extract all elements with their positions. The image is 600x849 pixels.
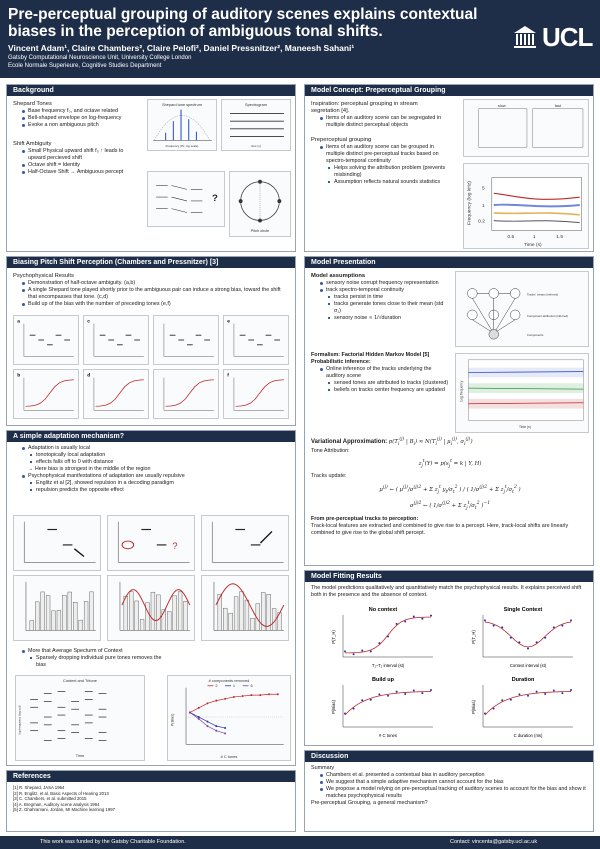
fitting-title: Model Fitting Results	[305, 571, 593, 582]
fit-plot	[453, 605, 587, 671]
adaptation-schematic	[201, 515, 289, 571]
shepard-item: Evoke a non ambiguous pitch	[22, 122, 142, 129]
svg-text:?: ?	[172, 540, 178, 552]
fig-title: Context and Tritone	[63, 677, 97, 683]
tracks-spectrogram-figure	[463, 163, 589, 249]
fig-title: Shepard tone spectrum	[162, 102, 202, 107]
poster-title: Pre-perceptual grouping of auditory scenes explains contextual biases in the perception of ambiguous tonal shifts.	[8, 6, 478, 40]
fig-xlabel: time (s)	[251, 144, 261, 149]
inference-item: Online inference of the tracks underlying the auditory scene	[320, 366, 449, 380]
slow-label: slow	[497, 103, 506, 108]
reference-item: [1] R. Shepard, JASA 1964	[13, 785, 65, 790]
bias-item: A single Shepard tone played shortly prior to the ambiguous pair can induce a strong bias, toward the shift that encompasses that tone. (c,d)	[22, 287, 289, 301]
node-label: Component attribution (inferred)	[526, 313, 569, 318]
fig-xlabel: Time (s)	[518, 425, 531, 430]
tracks-inference-figure	[455, 353, 589, 433]
concept-title: Model Concept: Preperceptual Grouping	[305, 85, 593, 96]
adapt-item: Adaptation is usually local	[22, 445, 289, 452]
fit-plot-title: No context	[368, 607, 398, 613]
adapt-subitem: effects falls off to 0 with distance	[30, 459, 289, 466]
fit-plot-xlabel: C duration (ms)	[513, 733, 543, 738]
context-tritone-figure	[15, 675, 145, 761]
fig-xlabel: Time	[75, 753, 85, 759]
fit-plot-ylabel: P(Bias)	[331, 700, 336, 714]
funding-note: This work was funded by the Gatsby Charitable Foundation.	[40, 839, 186, 845]
pre-item: Items of an auditory scene can be grouped in multiple distinct pre-perceptual tracks based on spectro-temporal continuity	[320, 144, 447, 165]
from-pre-label: From pre-perceptual tracks to perception:	[311, 515, 419, 522]
assumptions-heading: Model assumptions	[311, 273, 366, 279]
bias-subfigure	[223, 315, 289, 365]
fit-plot-title: Single Context	[503, 607, 543, 613]
fit-plot	[313, 675, 447, 741]
bias-title: Biasing Pitch Shift Perception (Chambers and Pressnitzer) [3]	[7, 257, 295, 268]
inspiration-text: Inspiration: perceptual grouping in stream segretation [4].	[311, 101, 418, 114]
adaptation-schematic	[13, 515, 101, 571]
fit-plot-ylabel: P(T_H)	[471, 630, 476, 644]
concept-panel	[304, 84, 594, 252]
svg-text:?: ?	[212, 192, 218, 204]
spectrogram-figure	[221, 99, 291, 151]
bias-subfigure	[153, 315, 219, 365]
var-approx-label: Variational Approximation:	[311, 438, 388, 445]
shift-item: Half-Octave Shift → Ambiguous percept	[22, 169, 142, 176]
inference-subitem: beliefs on tracks center frequency are updated	[328, 387, 449, 394]
node-label: Tracks' means (inferred)	[526, 292, 559, 297]
node-label: Components	[526, 333, 544, 338]
ucl-logo-text: UCL	[542, 22, 593, 52]
pre-subitem: Assumption reflects natural sounds statistics	[328, 179, 447, 186]
panel-letter: e	[227, 319, 230, 325]
adaptation-title: A simple adaptation mechanism?	[7, 431, 295, 442]
background-panel	[6, 84, 296, 252]
tuning-curve-plot	[13, 575, 101, 641]
more-item: More that Average Specturm of Context	[22, 648, 171, 655]
xtick: 0.5	[507, 235, 515, 241]
pre-subitem: Helps solving the attribution problem (prevents misbinding)	[328, 165, 447, 179]
assumption-subitem: tracks generate tones close to their mean (std σ₁)	[328, 301, 445, 315]
background-title: Background	[7, 85, 295, 96]
reference-item: [3] C. Chambers, et al. submitted 2015	[13, 796, 87, 802]
adapt-item: Psychophysical manifestations of adaptation are usually repulsive	[22, 473, 289, 480]
panel-letter: c	[87, 319, 90, 325]
fig-caption: Pitch circle	[250, 228, 270, 234]
discussion-item: We suggest that a simple adaptive mechanism cannot account for the bias	[320, 779, 587, 786]
fig-ylabel: P(Bias)	[169, 713, 175, 727]
author-list: Vincent Adam¹, Claire Chambers², Claire Pelofi², Daniel Pressnitzer², Maneesh Sahani¹	[8, 43, 355, 53]
adaptation-panel	[6, 430, 296, 766]
pre-heading: Preperceptual grouping	[311, 137, 372, 143]
pitch-circle-figure	[229, 171, 291, 237]
fig-title: Spectrogram	[245, 102, 267, 107]
ucl-logo	[512, 22, 596, 52]
shift-heading: Shift Ambiguity	[13, 141, 52, 147]
from-pre-text: Track-local features are extracted and combined to give rise to a percept. Here, track-local shifts are linearly combined to give rise to the global shift percept.	[311, 522, 569, 536]
tuning-curve-plot	[201, 575, 289, 641]
affiliation-2: Ecole Normale Superieure, Cognitive Studies Department	[8, 62, 162, 69]
var-approx-line	[311, 436, 589, 448]
fast-label: fast	[554, 103, 561, 108]
assumption-item: track spectro-temporal continuity	[320, 287, 445, 294]
ytick: 1	[482, 203, 485, 209]
fit-plot-ylabel: P(T_H)	[331, 630, 336, 644]
tone-attr-eq: $z_j^t(Y) = p(s_j^t = k$ | Y, H)	[418, 458, 482, 469]
var-approx-eq: $p(T_i^{(j)}$ | $B_i) \approx N(T_i^{(j)}$ | $\mu_i^{(j)}$, $\sigma_i^{(j)}$)	[388, 437, 473, 447]
tuning-curve-plot	[107, 575, 195, 641]
more-subitem: Sparsely dropping individual pure tones removes the bias	[30, 655, 171, 669]
fig-legend-title: # components removed	[208, 677, 250, 683]
discussion-item: We propose a model relying on pre-perceptual tracking of auditory scenes to account for the bias and show it matches psychophysical results	[320, 786, 587, 800]
fig-xlabel: Frequency (Hz, log scale)	[165, 144, 199, 149]
fig-xlabel: # C tones	[220, 754, 238, 760]
ytick: 5	[482, 186, 485, 192]
adaptation-figures	[13, 515, 293, 643]
xtick: 1	[532, 235, 536, 241]
discussion-panel	[304, 750, 594, 832]
fit-plot-title: Build up	[372, 677, 394, 683]
fit-plot-xlabel: # C tones	[379, 733, 397, 738]
poster-footer	[0, 836, 600, 849]
shepard-heading: Shepard Tones	[13, 101, 52, 107]
reference-item: [5] Z. Ghahramani, Jordan, MI Machine learning 1997	[13, 807, 115, 813]
bias-subfigure	[83, 315, 149, 365]
fitting-figures	[313, 605, 589, 743]
sigma-update-eq: $\sigma^{(j)2}$ ← ( $1/\sigma^{(j)2} + \Sigma$ $z_j^t/\sigma_t^2$ )$^{-1}$	[409, 500, 491, 511]
fig-ylabel: Log frequency	[459, 380, 464, 402]
fig-ylabel: Frequency (log kHz)	[467, 181, 473, 226]
legend-entry: 2	[215, 683, 218, 689]
bias-item: Demonstration of half-octave ambiguity. (a,b)	[22, 280, 289, 287]
inference-subitem: sensed tones are attributed to tracks (clustered)	[328, 380, 449, 387]
contact-info[interactable]: Contact: vincenta@gatsby.ucl.ac.uk	[450, 839, 538, 845]
bias-subfigure	[13, 315, 79, 365]
panel-letter: d	[87, 373, 91, 379]
panel-letter: a	[17, 319, 20, 325]
panel-letter: b	[17, 373, 21, 379]
panel-letter: f	[227, 373, 229, 379]
track-update-label: Tracks update:	[311, 472, 347, 479]
adapt-subitem: repulsion predicts the opposite effect	[30, 487, 289, 494]
fitting-text: The model predictions qualitatively and quantitatively match the psychophysical results. It explains perceived shift both in the presence and the absence of context.	[311, 585, 582, 598]
fhmm-graph-figure	[455, 271, 589, 347]
affiliation-1: Gatsby Computational Neuroscience Unit, University College London	[8, 55, 192, 61]
slow-fast-figure	[463, 99, 589, 157]
assumption-subitem: sensory noise ∝ 1/√duration	[328, 315, 445, 322]
reference-item: [4] A. Bregman, Auditory scene analysis 1994	[13, 801, 100, 807]
bias-panel	[6, 256, 296, 426]
fit-plot-xlabel: Context interval (st)	[509, 663, 547, 668]
fit-plot-ylabel: P(Bias)	[471, 700, 476, 714]
bias-item: Build up of the bias with the number of preceding tones (e,f)	[22, 301, 289, 308]
assumption-item: sensory noise corrupt frequency representation	[320, 280, 445, 287]
bias-heading: Psychophysical Results	[13, 273, 74, 279]
fit-plot	[453, 675, 587, 741]
legend-entry: 1	[232, 683, 236, 689]
shift-diagram	[147, 171, 225, 227]
reference-item: [2] R. Englitz, et al. Basic Aspects of Hearing 2013	[13, 790, 109, 796]
ytick: 0.2	[478, 219, 485, 225]
legend-entry: 6	[250, 683, 253, 689]
inference-heading: Probabilistic inference:	[311, 359, 371, 365]
affiliations	[8, 55, 191, 70]
bias-subfigure	[83, 369, 149, 419]
fit-plot-title: Duration	[511, 677, 535, 683]
formalism-label: Formalism: Factorial Hidden Markov Model [5]	[311, 352, 430, 358]
adapt-subitem: Englitz et al [2], showed repulsion in a decoding paradigm	[30, 480, 289, 487]
model-title: Model Presentation	[305, 257, 593, 268]
fitting-panel	[304, 570, 594, 746]
components-removed-figure	[167, 675, 291, 761]
poster-header	[0, 0, 600, 78]
shift-item: Small Physical upward shift f₀ ↑ leads to upward percieved shift	[22, 148, 142, 162]
inspiration-item: Items of an auditory scene can be segregated in multiple distinct perceptual objects	[320, 115, 447, 129]
bias-figure-grid	[13, 315, 293, 423]
fit-plot-xlabel: T₁–T₂ interval (st)	[371, 663, 405, 668]
adapt-subitem: tonotopically local adaptation	[30, 452, 289, 459]
model-panel	[304, 256, 594, 566]
adaptation-schematic	[107, 515, 195, 571]
shepard-item: Base frequency f₀, and octave related	[22, 108, 142, 115]
closing-question: Pre-perceptual Grouping, a general mechanism?	[311, 800, 428, 806]
summary-heading: Summary	[311, 765, 335, 771]
shift-item: Octave shift = Identity	[22, 162, 142, 169]
formalism-text	[311, 352, 449, 359]
bias-subfigure	[13, 369, 79, 419]
mu-update-eq: $\mu^{(j)}$ ← ( $\mu^{(j)}/\sigma^{(j)2} + \Sigma$ $z_j^t$ $y_t/\sigma_t^2$ ) / ( $1/\sigma^{(j)2} + \Sigma$ $z_j^t/\sigma_t^2$ )	[379, 484, 521, 495]
references-title: References	[7, 771, 295, 782]
bias-subfigure	[223, 369, 289, 419]
discussion-item: Chambers et al. presented a contextual bias in auditory perception	[320, 772, 587, 779]
shepard-spectrum-figure	[147, 99, 217, 151]
xtick: 1.5	[556, 235, 564, 241]
discussion-title: Discussion	[305, 751, 593, 762]
bias-subfigure	[153, 369, 219, 419]
assumption-subitem: tracks persist in time	[328, 294, 445, 301]
shepard-item: Bell-shaped envelope on log-frequency	[22, 115, 142, 122]
adapt-arrow-note: → Here bias is strongest in the middle of the region	[28, 466, 151, 472]
tone-attr-label: Tone Attribution:	[311, 447, 350, 454]
fit-plot	[313, 605, 447, 671]
fig-ylabel: log frequency (log oct)	[17, 705, 22, 735]
references-panel	[6, 770, 296, 832]
fig-xlabel: Time (s)	[523, 243, 542, 248]
ucl-portico-icon	[512, 24, 538, 50]
